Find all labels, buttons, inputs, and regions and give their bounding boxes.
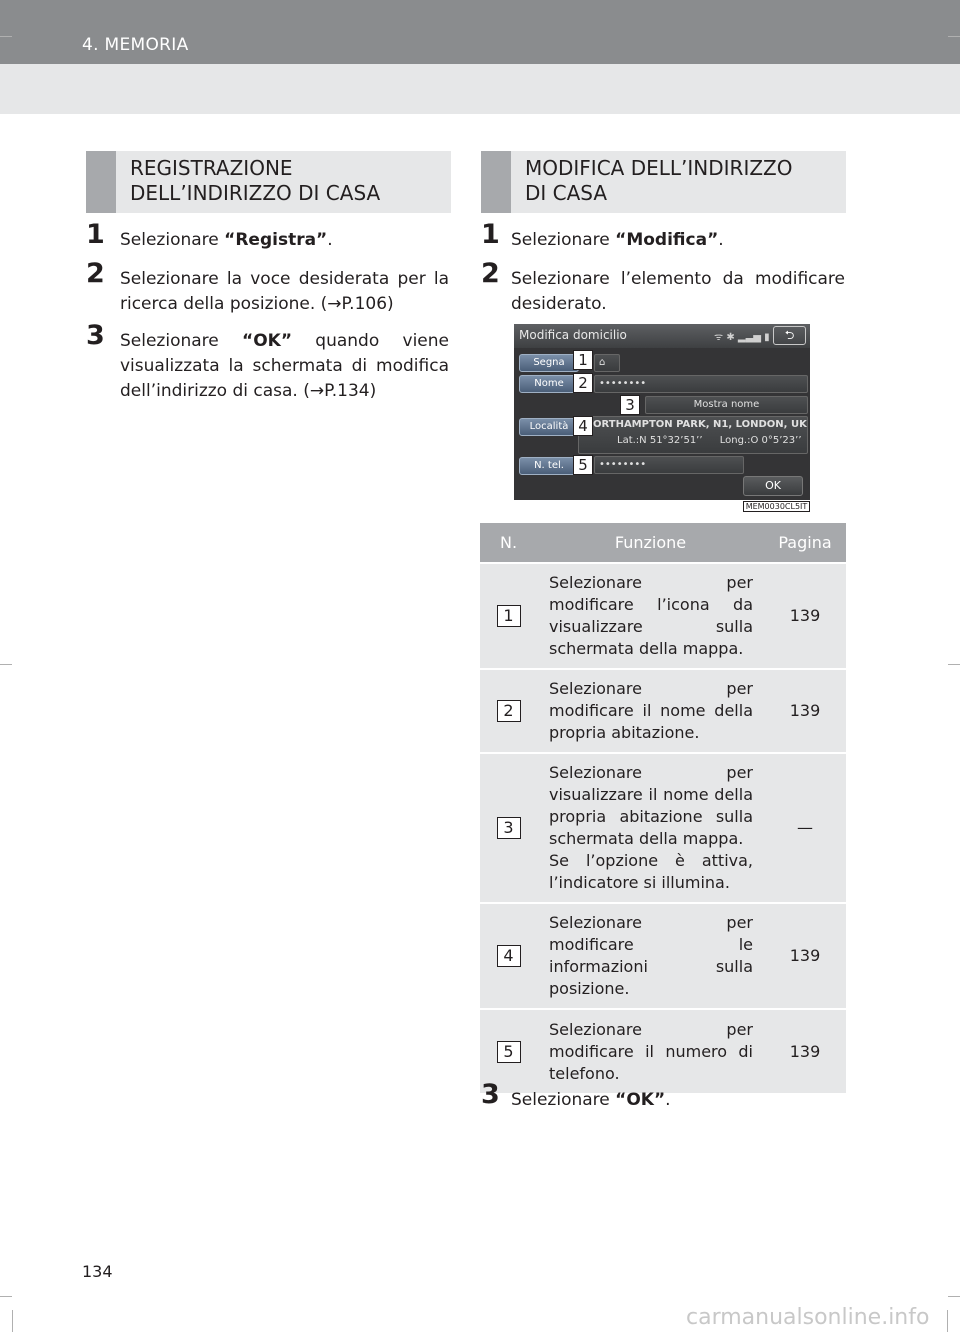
function-table	[480, 523, 846, 1093]
row-page: 139	[764, 563, 846, 669]
function-text: Selezionare per modificare le informazioni sulla posizione.	[549, 913, 753, 998]
back-button[interactable]: ⮌	[773, 326, 806, 345]
step-number: 3	[481, 1079, 500, 1110]
column-header: N.	[480, 523, 537, 563]
watermark: carmanualsonline.info	[686, 1305, 930, 1330]
step-text: Selezionare la voce desiderata per la ricerca della posizione. (→P.106)	[120, 269, 449, 314]
segna-button[interactable]: Segna	[519, 354, 579, 372]
row-function	[537, 903, 764, 1009]
number-box: 4	[497, 945, 521, 967]
number-box: 2	[497, 700, 521, 722]
left-step-3	[86, 320, 449, 405]
step-text: Selezionare “OK”.	[511, 1090, 671, 1110]
number-box: 1	[497, 605, 521, 627]
callout-5: 5	[573, 455, 593, 475]
latitude: Lat.:N 51°32’51’’	[617, 435, 703, 446]
callout-3: 3	[620, 395, 640, 415]
function-text: Selezionare per modificare l’icona da visualizzare sulla schermata della mappa.	[549, 573, 753, 658]
screen-modifica-domicilio	[514, 324, 810, 500]
image-code: MEM0030CL5IT	[743, 501, 810, 512]
column-header: Funzione	[537, 523, 764, 563]
step-number: 2	[86, 258, 105, 289]
screen-title: Modifica domicilio	[519, 328, 627, 342]
nome-value: ••••••••	[599, 378, 647, 389]
row-page: 139	[764, 903, 846, 1009]
section-tab	[86, 151, 116, 213]
address-text: ORTHAMPTON PARK, N1, LONDON, UK	[593, 419, 807, 430]
step-text: Selezionare “Registra”.	[120, 230, 333, 250]
row-function	[537, 669, 764, 753]
number-box: 3	[497, 817, 521, 839]
step-number: 1	[481, 219, 500, 250]
step-text: Selezionare l’elemento da modificare desiderato.	[511, 269, 845, 314]
crop-mark	[0, 664, 12, 665]
section-header-modifica	[481, 151, 846, 213]
section-title-line: MODIFICA DELL’INDIRIZZO	[525, 156, 793, 180]
crop-mark	[947, 1310, 948, 1332]
chapter-title: 4. MEMORIA	[82, 35, 189, 55]
page-number: 134	[82, 1262, 113, 1281]
step-number: 1	[86, 219, 105, 250]
function-text: Selezionare per modificare il nome della propria abitazione.	[549, 679, 753, 742]
table-row	[480, 1009, 846, 1093]
longitude: Long.:O 0°5’23’’	[719, 435, 802, 446]
table-row	[480, 903, 846, 1009]
battery-icon: ▮	[764, 332, 770, 343]
section-tab	[481, 151, 511, 213]
mostra-nome-label: Mostra nome	[693, 399, 760, 410]
mostra-nome-toggle[interactable]	[645, 396, 808, 414]
table-row	[480, 669, 846, 753]
row-page: —	[764, 753, 846, 903]
table-row	[480, 753, 846, 903]
home-icon: ⌂	[599, 357, 606, 368]
table-header-row	[480, 523, 846, 563]
step-text: Selezionare “Modifica”.	[511, 230, 724, 250]
row-function	[537, 563, 764, 669]
crop-mark	[948, 664, 960, 665]
left-step-2	[86, 258, 449, 319]
status-icons	[714, 329, 770, 343]
row-number	[480, 903, 537, 1009]
row-number	[480, 563, 537, 669]
ntel-value: ••••••••	[599, 459, 647, 470]
ok-button[interactable]: OK	[743, 476, 803, 496]
function-text: Se l’opzione è attiva, l’indicatore si illumina.	[549, 851, 753, 892]
column-header: Pagina	[764, 523, 846, 563]
row-page: 139	[764, 1009, 846, 1093]
header-subband	[0, 64, 960, 114]
number-box: 5	[497, 1041, 521, 1063]
section-header-registrazione	[86, 151, 451, 213]
row-number	[480, 753, 537, 903]
crop-mark	[0, 1296, 12, 1297]
left-step-1	[86, 219, 449, 254]
callout-2: 2	[573, 373, 593, 393]
coordinates	[593, 433, 807, 449]
step-text: Selezionare “OK” quando viene visualizzata la schermata di modifica dell’indirizzo di casa. (→P.134)	[120, 331, 449, 401]
callout-4: 4	[573, 416, 593, 436]
table-row	[480, 563, 846, 669]
row-page: 139	[764, 669, 846, 753]
signal-icon: ▂▃▅	[737, 332, 761, 343]
localita-field[interactable]	[578, 416, 808, 454]
right-step-2	[481, 258, 845, 319]
right-step-1	[481, 219, 845, 254]
crop-mark	[948, 36, 960, 37]
ntel-button[interactable]: N. tel.	[519, 457, 579, 475]
step-number: 2	[481, 258, 500, 289]
section-title-line: REGISTRAZIONE	[130, 156, 293, 180]
function-text: Selezionare per visualizzare il nome della propria abitazione sulla schermata della mappa.	[549, 763, 753, 848]
section-title	[130, 156, 380, 206]
nome-button[interactable]: Nome	[519, 375, 579, 393]
row-function	[537, 753, 764, 903]
section-title	[525, 156, 792, 206]
callout-1: 1	[573, 350, 593, 370]
localita-button[interactable]: Località	[519, 418, 579, 436]
wifi-icon: ᯤ	[714, 332, 724, 343]
ntel-field[interactable]	[594, 456, 744, 474]
crop-mark	[948, 1296, 960, 1297]
row-function	[537, 1009, 764, 1093]
step-number: 3	[86, 320, 105, 351]
section-title-line: DI CASA	[525, 181, 608, 205]
nome-field[interactable]	[594, 375, 808, 393]
right-step-3	[481, 1079, 845, 1114]
crop-mark	[0, 36, 12, 37]
section-title-line: DELL’INDIRIZZO DI CASA	[130, 181, 381, 205]
bluetooth-icon: ✱	[726, 332, 735, 343]
segna-icon-field[interactable]	[594, 354, 620, 372]
function-text: Selezionare per modificare il numero di telefono.	[549, 1019, 753, 1083]
crop-mark	[12, 1310, 13, 1332]
row-number	[480, 669, 537, 753]
